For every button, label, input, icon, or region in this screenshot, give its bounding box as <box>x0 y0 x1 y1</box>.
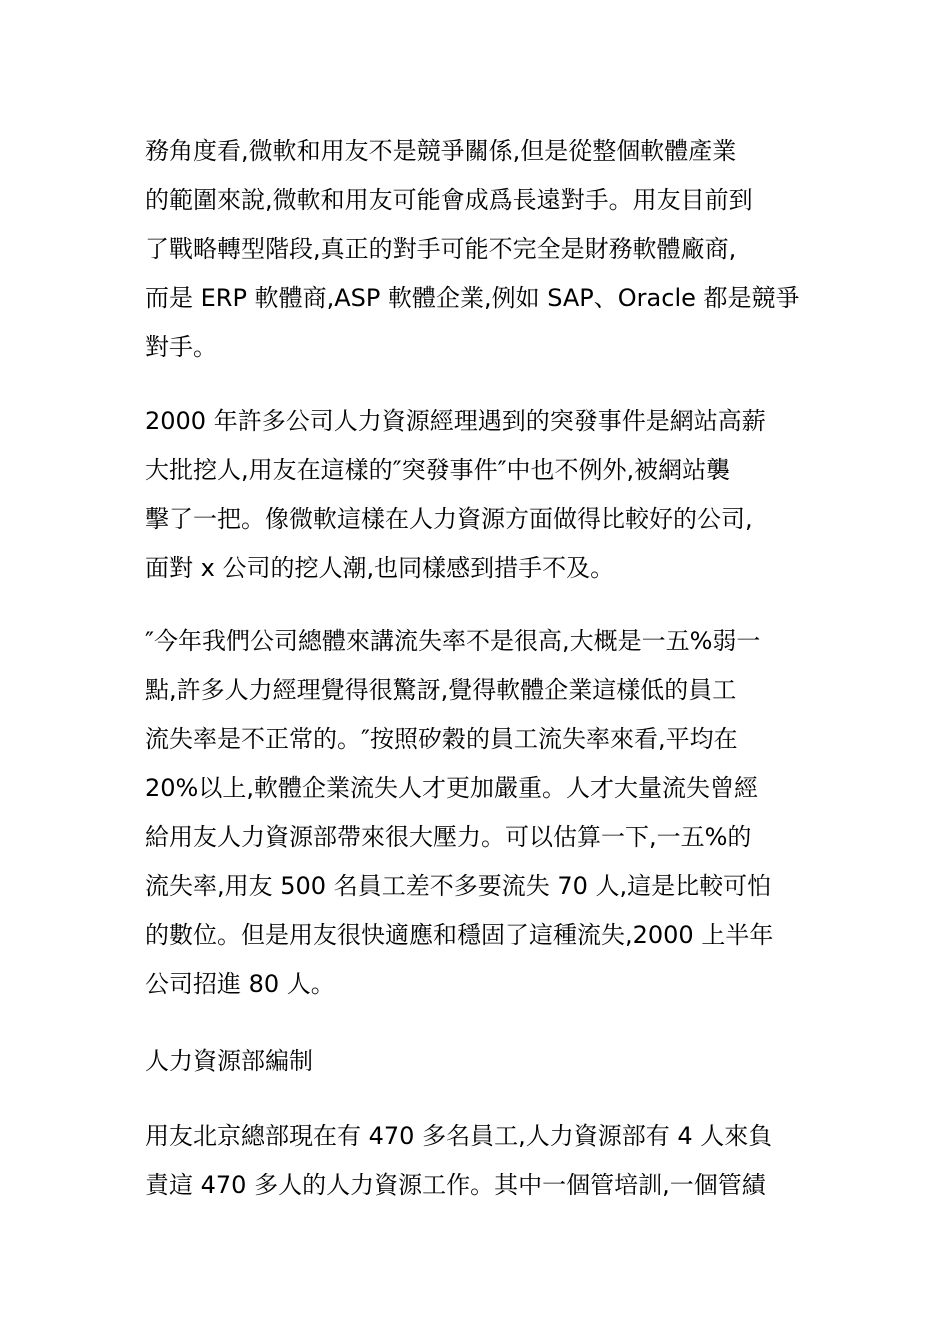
text-line: 給用友人力資源部帶來很大壓力。可以估算一下,一五%的 <box>145 823 752 851</box>
text-line: 的範圍來說,微軟和用友可能會成爲長遠對手。用友目前到 <box>145 186 753 214</box>
text-line: 面對 x 公司的挖人潮,也同樣感到措手不及。 <box>145 554 615 582</box>
text-line: 對手。 <box>145 333 217 361</box>
paragraph-1 <box>145 127 805 372</box>
text-line: 擊了一把。像微軟這樣在人力資源方面做得比較好的公司, <box>145 505 753 533</box>
paragraph-4 <box>145 1112 805 1210</box>
text-line: 公司招進 80 人。 <box>145 970 335 998</box>
paragraph-3 <box>145 617 805 1009</box>
text-line: 務角度看,微軟和用友不是競爭關係,但是從整個軟體產業 <box>145 137 737 165</box>
text-line: ″今年我們公司總體來講流失率不是很高,大概是一五%弱一 <box>145 627 761 655</box>
text-line: 大批挖人,用友在這樣的″突發事件″中也不例外,被網站襲 <box>145 456 731 484</box>
text-line: 的數位。但是用友很快適應和穩固了這種流失,2000 上半年 <box>145 921 774 949</box>
paragraph-2 <box>145 397 805 593</box>
section-heading-text: 人力資源部編制 <box>145 1047 313 1075</box>
text-line: 點,許多人力經理覺得很驚訝,覺得軟體企業這樣低的員工 <box>145 676 737 704</box>
text-line: 責這 470 多人的人力資源工作。其中一個管培訓,一個管績 <box>145 1171 766 1199</box>
text-line: 流失率,用友 500 名員工差不多要流失 70 人,這是比較可怕 <box>145 872 772 900</box>
text-line: 而是 ERP 軟體商,ASP 軟體企業,例如 SAP、Oracle 都是競爭 <box>145 284 800 312</box>
text-line: 20%以上,軟體企業流失人才更加嚴重。人才大量流失曾經 <box>145 774 758 802</box>
text-line: 2000 年許多公司人力資源經理遇到的突發事件是網站高薪 <box>145 407 766 435</box>
section-heading <box>145 1037 805 1086</box>
text-line: 了戰略轉型階段,真正的對手可能不完全是財務軟體廠商, <box>145 235 737 263</box>
text-line: 用友北京總部現在有 470 多名員工,人力資源部有 4 人來負 <box>145 1122 773 1150</box>
text-line: 流失率是不正常的。″按照矽穀的員工流失率來看,平均在 <box>145 725 738 753</box>
